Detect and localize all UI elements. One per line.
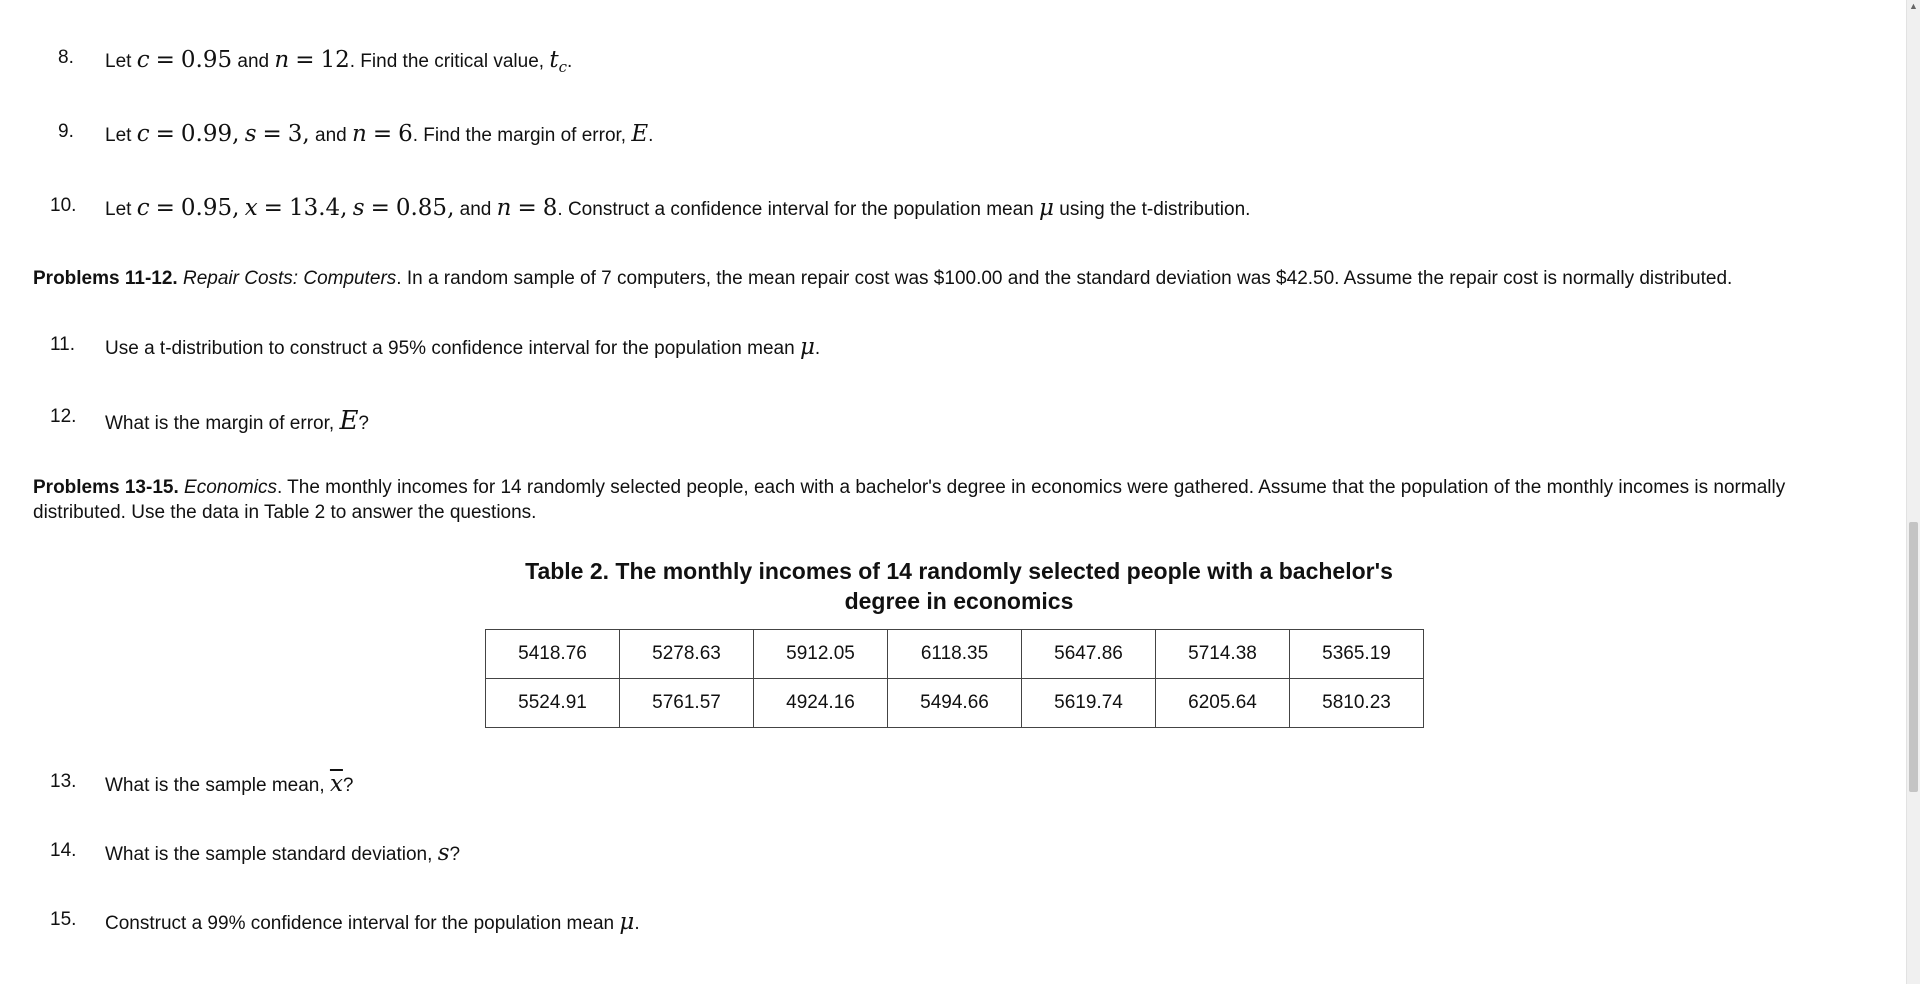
table-cell: 5647.86	[1022, 630, 1156, 679]
table-cell: 5278.63	[620, 630, 754, 679]
question-number: 12.	[50, 406, 77, 427]
scroll-up-arrow-icon[interactable]: ▲	[1909, 1, 1918, 11]
question-text: Construct a 99% confidence interval for the population mean μ.	[105, 909, 640, 935]
question-text: Use a t-distribution to construct a 95% confidence interval for the population mean μ.	[105, 334, 821, 360]
problem-set-intro-11-12: Problems 11-12. Repair Costs: Computers. In a random sample of 7 computers, the mean repair cost was $100.00 and the standard deviation was $42.50. Assume the repair cost is normally distributed.	[33, 268, 1733, 289]
question-number: 13.	[50, 771, 77, 792]
table-row	[486, 630, 1424, 679]
table-cell: 5524.91	[486, 679, 620, 728]
table-cell: 5761.57	[620, 679, 754, 728]
table-cell: 6205.64	[1156, 679, 1290, 728]
question-number: 8.	[58, 47, 74, 68]
table-cell: 5714.38	[1156, 630, 1290, 679]
question-text: What is the sample standard deviation, s?	[105, 840, 461, 866]
question-number: 15.	[50, 909, 77, 930]
question-number: 10.	[50, 195, 77, 216]
income-table	[485, 629, 1424, 728]
table-cell: 5912.05	[754, 630, 888, 679]
table-row	[486, 679, 1424, 728]
scrollbar-thumb[interactable]	[1909, 522, 1918, 792]
problem-set-intro-13-15: Problems 13-15. Economics. The monthly incomes for 14 randomly selected people, each with a bachelor's degree in economics were gathered. Assume that the population of the monthly incomes is normally distributed. Use the data in Table 2 to answer the questions.	[33, 477, 1786, 523]
table-caption: Table 2. The monthly incomes of 14 randomly selected people with a bachelor's degree in economics	[525, 558, 1393, 614]
question-text: What is the margin of error, E?	[105, 406, 369, 436]
table-cell: 6118.35	[888, 630, 1022, 679]
question-number: 9.	[58, 121, 74, 142]
question-text: Let c = 0.99, s = 3, and n = 6. Find the margin of error, E.	[105, 121, 654, 147]
question-text: Let c = 0.95, x = 13.4, s = 0.85, and n = 8. Construct a confidence interval for the population mean μ using the t-distribution.	[105, 195, 1251, 221]
table-cell: 5365.19	[1290, 630, 1424, 679]
table-cell: 5810.23	[1290, 679, 1424, 728]
table-cell: 5418.76	[486, 630, 620, 679]
vertical-scrollbar[interactable]	[1906, 0, 1920, 984]
question-number: 14.	[50, 840, 77, 861]
table-cell: 5619.74	[1022, 679, 1156, 728]
question-text: What is the sample mean, $\overline{x}$?	[105, 771, 354, 797]
table-cell: 5494.66	[888, 679, 1022, 728]
question-number: 11.	[50, 334, 76, 355]
table-cell: 4924.16	[754, 679, 888, 728]
question-text: Let c = 0.95 and n = 12. Find the critical value, $t_c$.	[105, 47, 573, 76]
